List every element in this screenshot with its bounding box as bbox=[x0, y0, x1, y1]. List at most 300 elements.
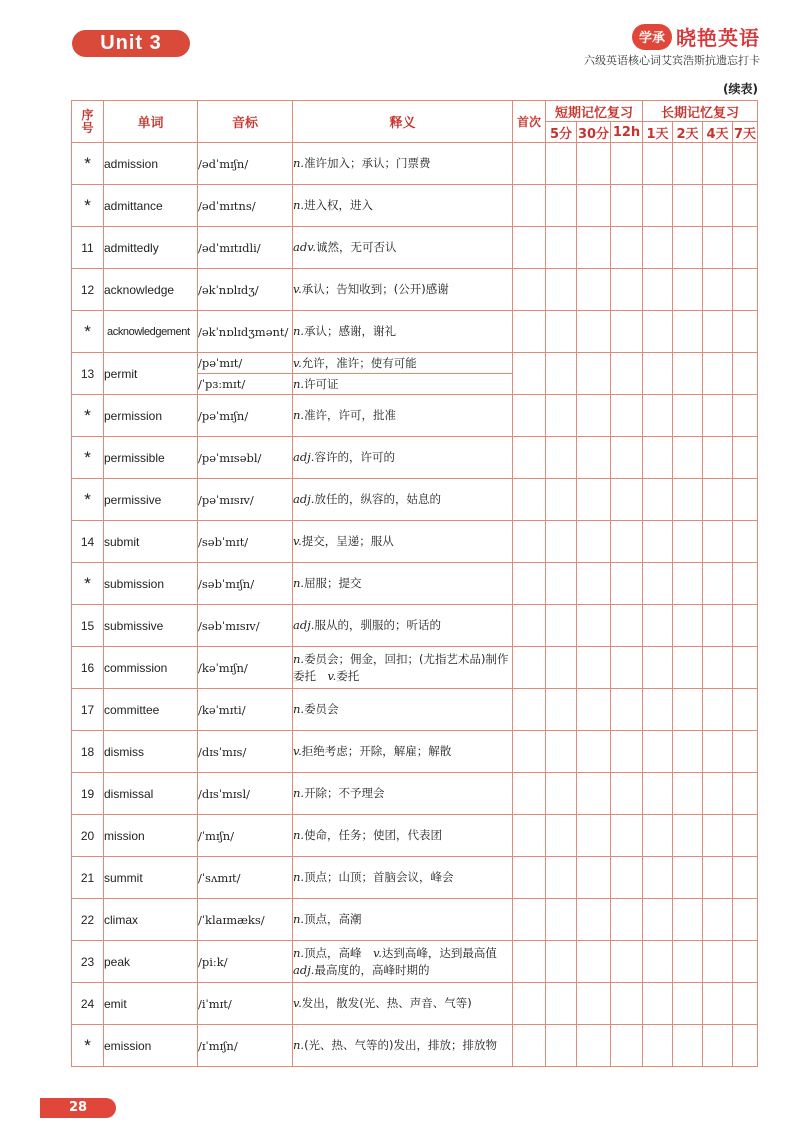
review-checkbox-cell[interactable] bbox=[546, 647, 577, 689]
phonetic-cell: /əkˈnɒlɪdʒmənt/ bbox=[198, 311, 293, 353]
review-checkbox-cell[interactable] bbox=[643, 689, 673, 731]
row-number: 22 bbox=[72, 899, 104, 941]
definition-text: 许可证 bbox=[304, 376, 339, 391]
row-number: 19 bbox=[72, 773, 104, 815]
review-checkbox-cell[interactable] bbox=[733, 311, 758, 353]
review-checkbox-cell[interactable] bbox=[703, 731, 733, 773]
review-checkbox-cell[interactable] bbox=[733, 983, 758, 1025]
review-checkbox-cell[interactable] bbox=[733, 941, 758, 983]
phonetic-cell: /pəˈmɪʃn/ bbox=[198, 395, 293, 437]
definition-text: 发出，散发(光、热、声音、气等) bbox=[301, 996, 472, 1010]
definition-text: 最高度的，高峰时期的 bbox=[314, 962, 430, 977]
review-checkbox-cell[interactable] bbox=[513, 311, 546, 353]
row-number: 21 bbox=[72, 857, 104, 899]
review-checkbox-cell[interactable] bbox=[733, 437, 758, 479]
review-checkbox-cell[interactable] bbox=[577, 185, 611, 227]
definition-text: 放任的，纵容的，姑息的 bbox=[314, 492, 441, 506]
review-checkbox-cell[interactable] bbox=[611, 983, 643, 1025]
review-checkbox-cell[interactable] bbox=[733, 689, 758, 731]
review-checkbox-cell[interactable] bbox=[577, 857, 611, 899]
review-checkbox-cell[interactable] bbox=[513, 563, 546, 605]
review-checkbox-cell[interactable] bbox=[703, 521, 733, 563]
review-checkbox-cell[interactable] bbox=[546, 563, 577, 605]
review-checkbox-cell[interactable] bbox=[733, 773, 758, 815]
col-long-term: 长期记忆复习 bbox=[643, 101, 758, 122]
definition-text: 使命，任务；使团，代表团 bbox=[304, 828, 443, 842]
review-checkbox-cell[interactable] bbox=[611, 521, 643, 563]
review-checkbox-cell[interactable] bbox=[513, 479, 546, 521]
review-checkbox-cell[interactable] bbox=[546, 311, 577, 353]
row-number: * bbox=[72, 311, 104, 353]
part-of-speech: adj. bbox=[293, 962, 315, 977]
part-of-speech: n. bbox=[293, 651, 305, 666]
review-checkbox-cell[interactable] bbox=[611, 311, 643, 353]
review-checkbox-cell[interactable] bbox=[546, 1025, 577, 1067]
review-checkbox-cell[interactable] bbox=[703, 479, 733, 521]
review-checkbox-cell[interactable] bbox=[611, 605, 643, 647]
definition-text: 服从的，驯服的；听话的 bbox=[314, 618, 441, 632]
review-checkbox-cell[interactable] bbox=[577, 731, 611, 773]
review-checkbox-cell[interactable] bbox=[643, 521, 673, 563]
row-number: 12 bbox=[72, 269, 104, 311]
review-checkbox-cell[interactable] bbox=[703, 185, 733, 227]
review-checkbox-cell[interactable] bbox=[673, 941, 703, 983]
review-checkbox-cell[interactable] bbox=[611, 395, 643, 437]
review-checkbox-cell[interactable] bbox=[703, 395, 733, 437]
review-checkbox-cell[interactable] bbox=[643, 143, 673, 185]
phonetic-cell: /kəˈmɪʃn/ bbox=[198, 647, 293, 689]
review-checkbox-cell[interactable] bbox=[733, 647, 758, 689]
review-checkbox-cell[interactable] bbox=[643, 437, 673, 479]
brand bbox=[632, 22, 760, 51]
review-checkbox-cell[interactable] bbox=[546, 857, 577, 899]
review-checkbox-cell[interactable] bbox=[673, 563, 703, 605]
review-checkbox-cell[interactable] bbox=[733, 857, 758, 899]
review-checkbox-cell[interactable] bbox=[703, 941, 733, 983]
word-cell: admittance bbox=[104, 185, 198, 227]
part-of-speech: v. bbox=[293, 744, 302, 758]
review-checkbox-cell[interactable] bbox=[513, 437, 546, 479]
review-checkbox-cell[interactable] bbox=[703, 647, 733, 689]
phonetic-cell: /ədˈmɪʃn/ bbox=[198, 143, 293, 185]
word-cell: emit bbox=[104, 983, 198, 1025]
phonetic-cell: /pəˈmɪt/ bbox=[198, 353, 293, 374]
part-of-speech: v. bbox=[293, 534, 302, 548]
review-checkbox-cell[interactable] bbox=[733, 227, 758, 269]
review-checkbox-cell[interactable] bbox=[733, 731, 758, 773]
review-checkbox-cell[interactable] bbox=[611, 1025, 643, 1067]
row-number: * bbox=[72, 479, 104, 521]
review-checkbox-cell[interactable] bbox=[577, 269, 611, 311]
row-number: 23 bbox=[72, 941, 104, 983]
review-checkbox-cell[interactable] bbox=[643, 269, 673, 311]
definition-text: 顶点，高峰 bbox=[304, 945, 362, 960]
review-checkbox-cell[interactable] bbox=[703, 899, 733, 941]
review-checkbox-cell[interactable] bbox=[643, 605, 673, 647]
review-checkbox-cell[interactable] bbox=[643, 479, 673, 521]
review-checkbox-cell[interactable] bbox=[733, 143, 758, 185]
review-checkbox-cell[interactable] bbox=[513, 773, 546, 815]
review-checkbox-cell[interactable] bbox=[611, 143, 643, 185]
review-checkbox-cell[interactable] bbox=[577, 479, 611, 521]
word-cell: submissive bbox=[104, 605, 198, 647]
review-checkbox-cell[interactable] bbox=[733, 353, 758, 395]
table-row bbox=[72, 773, 758, 815]
review-checkbox-cell[interactable] bbox=[513, 269, 546, 311]
review-checkbox-cell[interactable] bbox=[643, 185, 673, 227]
review-checkbox-cell[interactable] bbox=[577, 227, 611, 269]
review-checkbox-cell[interactable] bbox=[546, 185, 577, 227]
review-checkbox-cell[interactable] bbox=[611, 227, 643, 269]
review-checkbox-cell[interactable] bbox=[733, 899, 758, 941]
review-checkbox-cell[interactable] bbox=[733, 479, 758, 521]
review-checkbox-cell[interactable] bbox=[703, 983, 733, 1025]
phonetic-cell: /ˈsʌmɪt/ bbox=[198, 857, 293, 899]
meaning-cell bbox=[293, 563, 513, 605]
review-checkbox-cell[interactable] bbox=[673, 773, 703, 815]
row-number: 17 bbox=[72, 689, 104, 731]
review-checkbox-cell[interactable] bbox=[577, 521, 611, 563]
review-checkbox-cell[interactable] bbox=[673, 269, 703, 311]
part-of-speech: adj. bbox=[293, 492, 315, 506]
meaning-cell bbox=[293, 437, 513, 479]
review-checkbox-cell[interactable] bbox=[611, 647, 643, 689]
review-checkbox-cell[interactable] bbox=[546, 899, 577, 941]
word-cell: submission bbox=[104, 563, 198, 605]
table-row bbox=[72, 185, 758, 227]
definition-text: 委员会 bbox=[304, 702, 339, 716]
phonetic-cell: /ˈpɜːmɪt/ bbox=[198, 374, 293, 395]
meaning-cell bbox=[293, 605, 513, 647]
definition-text: (光、热、气等的)发出，排放；排放物 bbox=[304, 1038, 498, 1052]
meaning-cell bbox=[293, 374, 513, 395]
review-checkbox-cell[interactable] bbox=[733, 395, 758, 437]
meaning-cell bbox=[293, 815, 513, 857]
meaning-cell bbox=[293, 395, 513, 437]
review-checkbox-cell[interactable] bbox=[703, 857, 733, 899]
review-checkbox-cell[interactable] bbox=[513, 1025, 546, 1067]
review-checkbox-cell[interactable] bbox=[577, 353, 611, 395]
part-of-speech: adj. bbox=[293, 618, 315, 632]
review-checkbox-cell[interactable] bbox=[513, 521, 546, 563]
review-checkbox-cell[interactable] bbox=[673, 227, 703, 269]
word-cell: permission bbox=[104, 395, 198, 437]
review-checkbox-cell[interactable] bbox=[673, 815, 703, 857]
col-first: 首次 bbox=[513, 101, 546, 143]
phonetic-cell: /səbˈmɪt/ bbox=[198, 521, 293, 563]
definition-text: 允许，准许；使有可能 bbox=[301, 355, 417, 370]
meaning-cell bbox=[293, 143, 513, 185]
meaning-cell bbox=[293, 227, 513, 269]
review-checkbox-cell[interactable] bbox=[703, 269, 733, 311]
review-checkbox-cell[interactable] bbox=[577, 647, 611, 689]
review-checkbox-cell[interactable] bbox=[513, 143, 546, 185]
table-row bbox=[72, 647, 758, 689]
review-checkbox-cell[interactable] bbox=[546, 815, 577, 857]
review-checkbox-cell[interactable] bbox=[611, 857, 643, 899]
table-row bbox=[72, 899, 758, 941]
review-checkbox-cell[interactable] bbox=[577, 1025, 611, 1067]
review-checkbox-cell[interactable] bbox=[546, 269, 577, 311]
review-checkbox-cell[interactable] bbox=[611, 689, 643, 731]
part-of-speech: n. bbox=[293, 576, 305, 590]
review-checkbox-cell[interactable] bbox=[611, 563, 643, 605]
review-checkbox-cell[interactable] bbox=[577, 563, 611, 605]
review-checkbox-cell[interactable] bbox=[577, 941, 611, 983]
review-checkbox-cell[interactable] bbox=[733, 563, 758, 605]
row-number: * bbox=[72, 143, 104, 185]
meaning-cell bbox=[293, 857, 513, 899]
phonetic-cell: /kəˈmɪti/ bbox=[198, 689, 293, 731]
review-checkbox-cell[interactable] bbox=[733, 185, 758, 227]
review-checkbox-cell[interactable] bbox=[673, 143, 703, 185]
definition-text: 顶点；山顶；首脑会议，峰会 bbox=[304, 870, 454, 884]
review-checkbox-cell[interactable] bbox=[577, 311, 611, 353]
review-checkbox-cell[interactable] bbox=[611, 185, 643, 227]
review-checkbox-cell[interactable] bbox=[733, 521, 758, 563]
meaning-cell bbox=[293, 353, 513, 374]
part-of-speech: n. bbox=[293, 198, 305, 212]
phonetic-cell: /səbˈmɪʃn/ bbox=[198, 563, 293, 605]
review-checkbox-cell[interactable] bbox=[643, 353, 673, 395]
review-checkbox-cell[interactable] bbox=[546, 143, 577, 185]
word-cell: acknowledge bbox=[104, 269, 198, 311]
review-checkbox-cell[interactable] bbox=[673, 983, 703, 1025]
review-checkbox-cell[interactable] bbox=[611, 815, 643, 857]
table-row bbox=[72, 731, 758, 773]
review-checkbox-cell[interactable] bbox=[643, 227, 673, 269]
review-checkbox-cell[interactable] bbox=[611, 353, 643, 395]
table-row bbox=[72, 521, 758, 563]
col-word: 单词 bbox=[104, 101, 198, 143]
phonetic-cell: /pəˈmɪsəbl/ bbox=[198, 437, 293, 479]
review-checkbox-cell[interactable] bbox=[703, 353, 733, 395]
review-checkbox-cell[interactable] bbox=[546, 941, 577, 983]
row-number: 16 bbox=[72, 647, 104, 689]
review-checkbox-cell[interactable] bbox=[703, 773, 733, 815]
review-checkbox-cell[interactable] bbox=[673, 353, 703, 395]
review-checkbox-cell[interactable] bbox=[577, 143, 611, 185]
review-checkbox-cell[interactable] bbox=[577, 605, 611, 647]
row-number: 14 bbox=[72, 521, 104, 563]
review-checkbox-cell[interactable] bbox=[611, 941, 643, 983]
review-checkbox-cell[interactable] bbox=[673, 437, 703, 479]
review-checkbox-cell[interactable] bbox=[546, 521, 577, 563]
review-checkbox-cell[interactable] bbox=[611, 899, 643, 941]
review-checkbox-cell[interactable] bbox=[673, 605, 703, 647]
review-checkbox-cell[interactable] bbox=[703, 437, 733, 479]
review-checkbox-cell[interactable] bbox=[643, 857, 673, 899]
review-checkbox-cell[interactable] bbox=[643, 773, 673, 815]
review-checkbox-cell[interactable] bbox=[611, 437, 643, 479]
review-checkbox-cell[interactable] bbox=[546, 983, 577, 1025]
review-checkbox-cell[interactable] bbox=[673, 311, 703, 353]
word-cell: mission bbox=[104, 815, 198, 857]
table-row bbox=[72, 689, 758, 731]
part-of-speech: n. bbox=[293, 376, 305, 391]
col-no: 序号 bbox=[72, 101, 104, 143]
table-row bbox=[72, 143, 758, 185]
review-checkbox-cell[interactable] bbox=[577, 689, 611, 731]
review-checkbox-cell[interactable] bbox=[546, 605, 577, 647]
meaning-cell bbox=[293, 479, 513, 521]
review-checkbox-cell[interactable] bbox=[673, 395, 703, 437]
review-checkbox-cell[interactable] bbox=[643, 311, 673, 353]
review-checkbox-cell[interactable] bbox=[673, 647, 703, 689]
word-cell: admission bbox=[104, 143, 198, 185]
meaning-cell bbox=[293, 185, 513, 227]
table-row bbox=[72, 395, 758, 437]
review-checkbox-cell[interactable] bbox=[546, 353, 577, 395]
review-checkbox-cell[interactable] bbox=[513, 185, 546, 227]
table-row bbox=[72, 857, 758, 899]
review-checkbox-cell[interactable] bbox=[546, 227, 577, 269]
review-checkbox-cell[interactable] bbox=[643, 731, 673, 773]
review-checkbox-cell[interactable] bbox=[611, 773, 643, 815]
review-checkbox-cell[interactable] bbox=[577, 395, 611, 437]
definition-text: 开除；不予理会 bbox=[304, 786, 385, 800]
meaning-cell bbox=[293, 521, 513, 563]
review-checkbox-cell[interactable] bbox=[577, 983, 611, 1025]
phonetic-cell: /səbˈmɪsɪv/ bbox=[198, 605, 293, 647]
review-checkbox-cell[interactable] bbox=[733, 605, 758, 647]
definition-text: 进入权，进入 bbox=[304, 198, 374, 212]
phonetic-cell: /ˈmɪʃn/ bbox=[198, 815, 293, 857]
review-checkbox-cell[interactable] bbox=[733, 269, 758, 311]
part-of-speech: n. bbox=[293, 156, 305, 170]
review-checkbox-cell[interactable] bbox=[643, 941, 673, 983]
review-checkbox-cell[interactable] bbox=[577, 899, 611, 941]
review-checkbox-cell[interactable] bbox=[703, 563, 733, 605]
review-checkbox-cell[interactable] bbox=[611, 269, 643, 311]
part-of-speech: adv. bbox=[293, 240, 317, 254]
review-checkbox-cell[interactable] bbox=[733, 1025, 758, 1067]
review-checkbox-cell[interactable] bbox=[673, 1025, 703, 1067]
definition-text: 委托 bbox=[336, 668, 360, 683]
vocabulary-rows bbox=[72, 143, 758, 1067]
review-checkbox-cell[interactable] bbox=[703, 605, 733, 647]
review-checkbox-cell[interactable] bbox=[513, 227, 546, 269]
col-4day: 4天 bbox=[703, 122, 733, 143]
review-checkbox-cell[interactable] bbox=[577, 437, 611, 479]
word-cell: acknowledgement bbox=[104, 311, 198, 353]
phonetic-cell: /pəˈmɪsɪv/ bbox=[198, 479, 293, 521]
review-checkbox-cell[interactable] bbox=[703, 311, 733, 353]
meaning-cell bbox=[293, 773, 513, 815]
meaning-cell bbox=[293, 269, 513, 311]
brand-logo-icon: 学承 bbox=[632, 24, 672, 50]
review-checkbox-cell[interactable] bbox=[513, 647, 546, 689]
review-checkbox-cell[interactable] bbox=[673, 899, 703, 941]
review-checkbox-cell[interactable] bbox=[733, 815, 758, 857]
definition-text: 诚然，无可否认 bbox=[316, 240, 397, 254]
review-checkbox-cell[interactable] bbox=[513, 731, 546, 773]
review-checkbox-cell[interactable] bbox=[513, 857, 546, 899]
review-checkbox-cell[interactable] bbox=[577, 815, 611, 857]
continued-note: (续表) bbox=[723, 82, 758, 96]
review-checkbox-cell[interactable] bbox=[546, 689, 577, 731]
review-checkbox-cell[interactable] bbox=[513, 605, 546, 647]
review-checkbox-cell[interactable] bbox=[546, 731, 577, 773]
part-of-speech: n. bbox=[293, 786, 305, 800]
review-checkbox-cell[interactable] bbox=[577, 773, 611, 815]
col-30min: 30分 bbox=[577, 122, 611, 143]
review-checkbox-cell[interactable] bbox=[643, 647, 673, 689]
review-checkbox-cell[interactable] bbox=[546, 773, 577, 815]
word-cell: dismiss bbox=[104, 731, 198, 773]
phonetic-cell: /piːk/ bbox=[198, 941, 293, 983]
word-cell: emission bbox=[104, 1025, 198, 1067]
review-checkbox-cell[interactable] bbox=[673, 731, 703, 773]
row-number: 24 bbox=[72, 983, 104, 1025]
review-checkbox-cell[interactable] bbox=[703, 227, 733, 269]
review-checkbox-cell[interactable] bbox=[611, 731, 643, 773]
review-checkbox-cell[interactable] bbox=[673, 521, 703, 563]
definition-text: 承认；感谢，谢礼 bbox=[304, 324, 397, 338]
word-cell: admittedly bbox=[104, 227, 198, 269]
review-checkbox-cell[interactable] bbox=[546, 395, 577, 437]
review-checkbox-cell[interactable] bbox=[673, 689, 703, 731]
review-checkbox-cell[interactable] bbox=[643, 1025, 673, 1067]
meaning-cell bbox=[293, 647, 513, 689]
row-number: * bbox=[72, 1025, 104, 1067]
brand-name: 晓艳英语 bbox=[676, 26, 760, 50]
meaning-cell bbox=[293, 689, 513, 731]
review-checkbox-cell[interactable] bbox=[513, 983, 546, 1025]
col-meaning: 释义 bbox=[293, 101, 513, 143]
review-checkbox-cell[interactable] bbox=[546, 479, 577, 521]
review-checkbox-cell[interactable] bbox=[513, 395, 546, 437]
part-of-speech: n. bbox=[293, 1038, 305, 1052]
col-12h: 12h bbox=[611, 122, 643, 143]
review-checkbox-cell[interactable] bbox=[513, 353, 546, 395]
word-cell: climax bbox=[104, 899, 198, 941]
review-checkbox-cell[interactable] bbox=[673, 479, 703, 521]
review-checkbox-cell[interactable] bbox=[703, 1025, 733, 1067]
phonetic-cell: /əkˈnɒlɪdʒ/ bbox=[198, 269, 293, 311]
page-subtitle: 六级英语核心词艾宾浩斯抗遗忘打卡 bbox=[584, 54, 760, 67]
review-checkbox-cell[interactable] bbox=[611, 479, 643, 521]
review-checkbox-cell[interactable] bbox=[643, 899, 673, 941]
review-checkbox-cell[interactable] bbox=[643, 815, 673, 857]
review-checkbox-cell[interactable] bbox=[703, 689, 733, 731]
word-cell: submit bbox=[104, 521, 198, 563]
definition-text: 拒绝考虑；开除，解雇；解散 bbox=[301, 744, 452, 758]
review-checkbox-cell[interactable] bbox=[513, 899, 546, 941]
word-cell: permit bbox=[104, 353, 198, 395]
review-checkbox-cell[interactable] bbox=[703, 815, 733, 857]
word-cell: permissible bbox=[104, 437, 198, 479]
phonetic-cell: /ədˈmɪtɪdli/ bbox=[198, 227, 293, 269]
phonetic-cell: /dɪsˈmɪsl/ bbox=[198, 773, 293, 815]
table-row bbox=[72, 815, 758, 857]
table-row bbox=[72, 1025, 758, 1067]
review-checkbox-cell[interactable] bbox=[703, 143, 733, 185]
review-checkbox-cell[interactable] bbox=[673, 185, 703, 227]
review-checkbox-cell[interactable] bbox=[673, 857, 703, 899]
review-checkbox-cell[interactable] bbox=[643, 563, 673, 605]
word-cell: summit bbox=[104, 857, 198, 899]
review-checkbox-cell[interactable] bbox=[546, 437, 577, 479]
review-checkbox-cell[interactable] bbox=[513, 689, 546, 731]
review-checkbox-cell[interactable] bbox=[643, 395, 673, 437]
col-phonetic: 音标 bbox=[198, 101, 293, 143]
review-checkbox-cell[interactable] bbox=[643, 983, 673, 1025]
table-row bbox=[72, 353, 758, 374]
review-checkbox-cell[interactable] bbox=[513, 815, 546, 857]
review-checkbox-cell[interactable] bbox=[513, 941, 546, 983]
definition-text: 准许，许可，批准 bbox=[304, 408, 397, 422]
